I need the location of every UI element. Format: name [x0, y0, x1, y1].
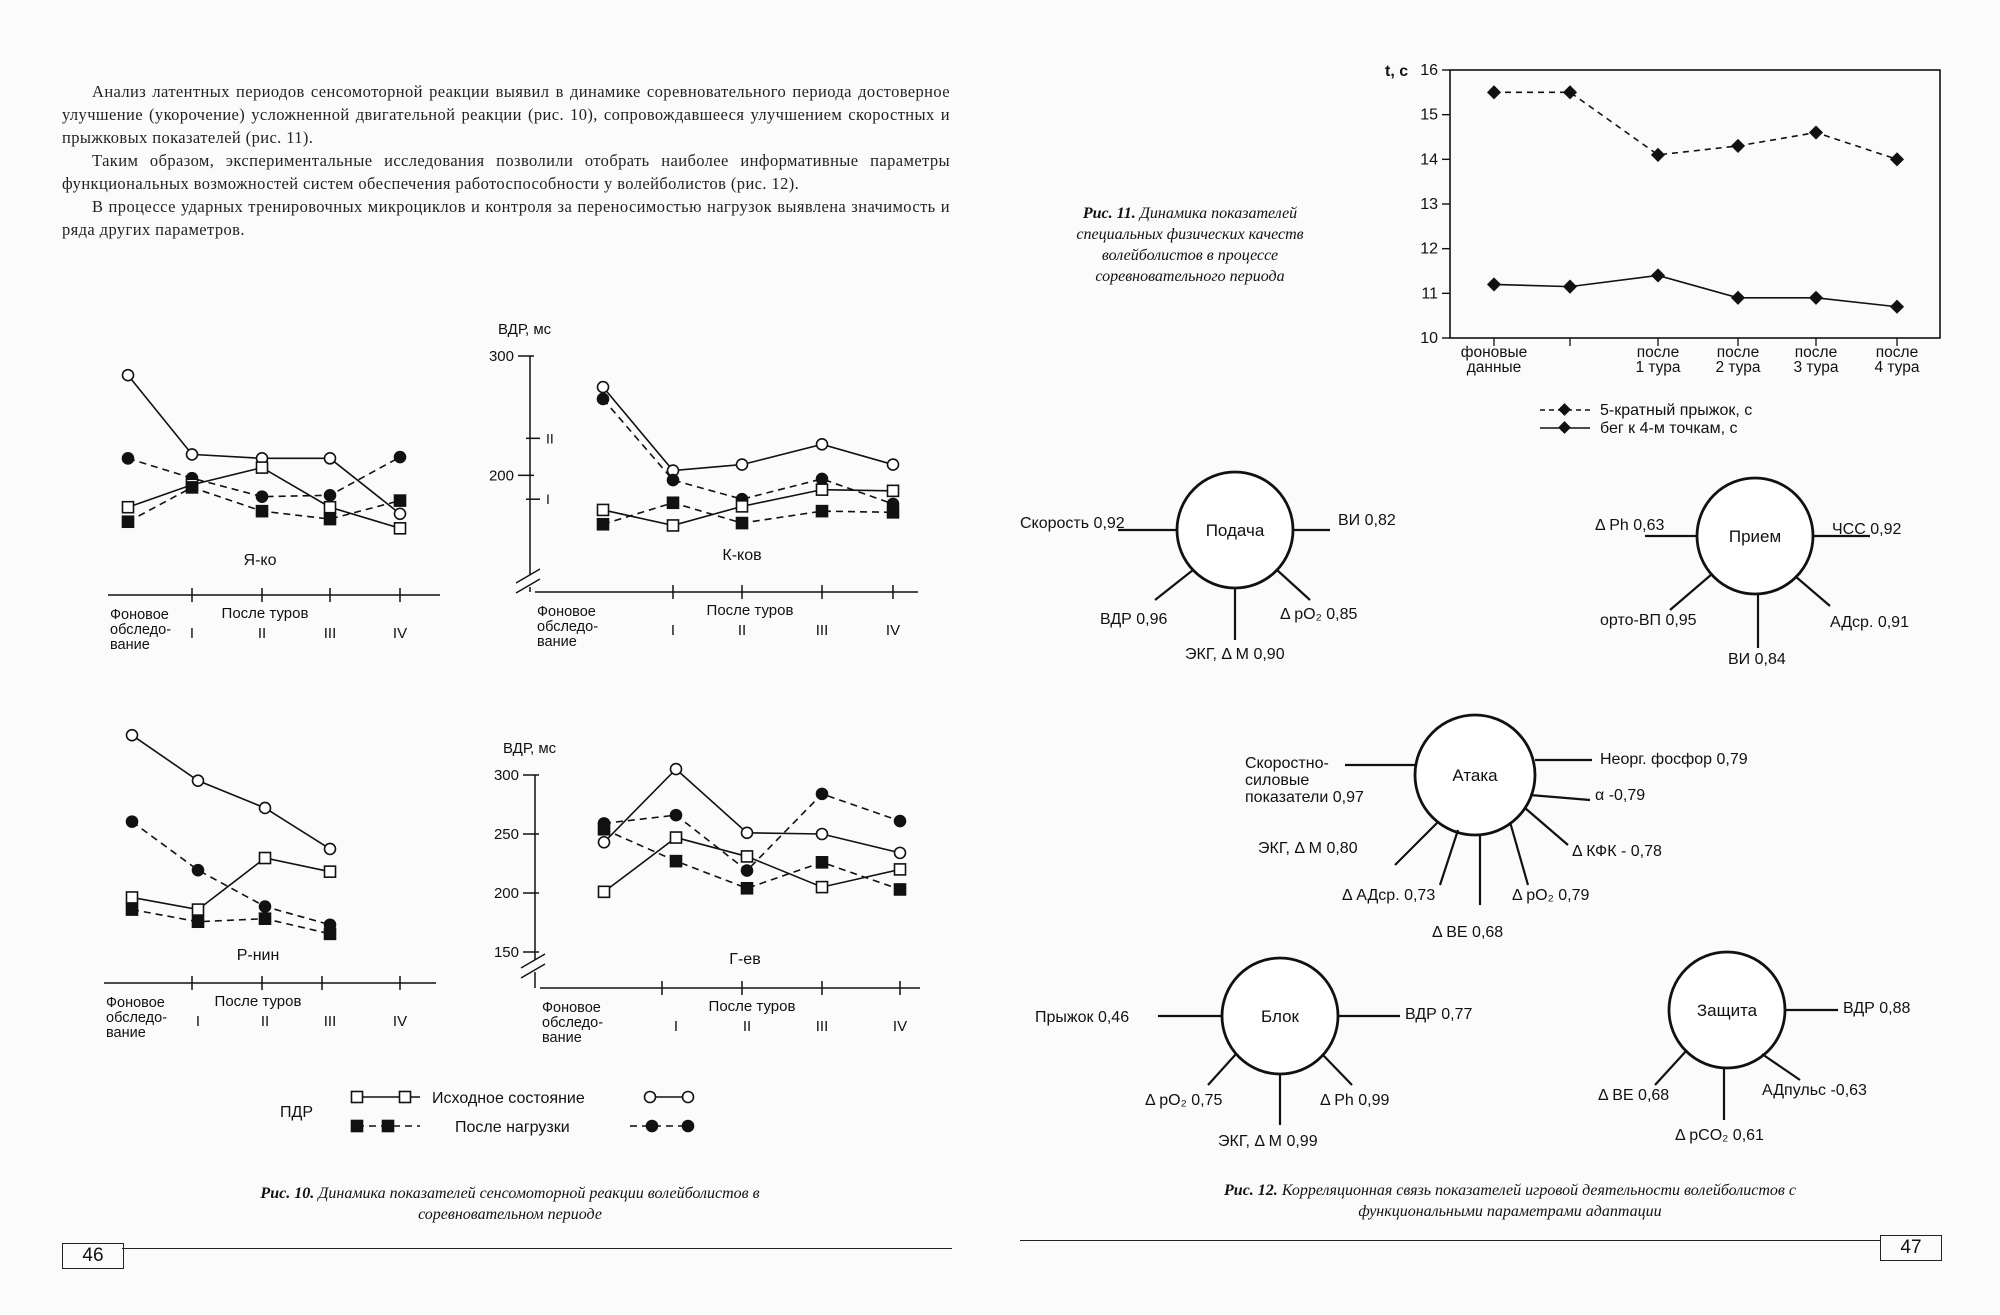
- spoke: [1510, 822, 1528, 885]
- page-number-left: 46: [62, 1243, 124, 1269]
- spoke: [1322, 1054, 1352, 1085]
- y-tick-label: 300: [493, 767, 519, 784]
- panel-gev: [494, 740, 920, 1046]
- data-point: [599, 824, 610, 835]
- hub-ataka-name: Атака: [1452, 766, 1498, 785]
- data-point: [817, 882, 828, 893]
- series-line-0: [603, 387, 893, 471]
- label: ЭКГ, Δ М 0,90: [1185, 646, 1285, 663]
- x-category-label: фоновые: [1460, 344, 1528, 361]
- spoke: [1208, 1054, 1236, 1085]
- y-tick-label: 14: [1420, 151, 1438, 169]
- series-line-2: [132, 858, 330, 910]
- data-point: [123, 502, 134, 513]
- data-point: [193, 916, 204, 927]
- x-category-label: II: [742, 1018, 752, 1035]
- y-axis-title: ВДР, мс: [503, 740, 557, 757]
- label: Δ BE 0,68: [1598, 1087, 1670, 1104]
- legend-marker: [683, 1092, 694, 1103]
- label: ВДР 0,77: [1405, 1006, 1473, 1023]
- label: Δ pO₂ 0,75: [1145, 1092, 1223, 1109]
- legend-marker: [645, 1092, 656, 1103]
- x-category-label: 1 тура: [1635, 359, 1681, 376]
- x-first-label: обследо-: [542, 1015, 604, 1031]
- secondary-tick-label: II: [546, 430, 554, 447]
- label: ЭКГ, Δ М 0,99: [1218, 1133, 1318, 1150]
- data-point: [395, 452, 406, 463]
- panel-title: К-ков: [722, 547, 762, 564]
- series-line-1: [132, 822, 330, 925]
- data-point: [895, 884, 906, 895]
- paragraph-2: Таким образом, экспериментальные исследования позволили отобрать наиболее информативные параметры функциональных возможностей систем обеспечения работоспособности у волейболистов (рис. 12).: [62, 151, 950, 193]
- figure-11-caption-number: Рис. 11.: [1082, 205, 1136, 222]
- data-point: [668, 475, 679, 486]
- data-point: [395, 495, 406, 506]
- label: Δ АДср. 0,73: [1342, 887, 1436, 904]
- x-category-label: 4 тура: [1874, 359, 1920, 376]
- data-point: [742, 851, 753, 862]
- spoke: [1525, 808, 1568, 845]
- x-category-label: I: [670, 622, 676, 639]
- data-point: [325, 490, 336, 501]
- x-category-label: IV: [392, 1013, 408, 1030]
- data-point: [257, 491, 268, 502]
- figure-12: [1000, 0, 2000, 1315]
- figure-12-caption-number: Рис. 12.: [1224, 1182, 1278, 1199]
- label: ВИ 0,82: [1338, 512, 1396, 529]
- figure-10-caption: [200, 1183, 820, 1225]
- data-point: [187, 482, 198, 493]
- data-point: [325, 843, 336, 854]
- panel-kkov: [489, 321, 918, 650]
- data-point: [260, 913, 271, 924]
- panel-yako: [108, 370, 440, 653]
- label: α -0,79: [1595, 787, 1646, 804]
- y-tick-label: 200: [488, 467, 514, 485]
- data-point: [260, 853, 271, 864]
- label: силовые: [1245, 772, 1310, 789]
- hub-priem-name: Прием: [1728, 527, 1782, 546]
- hub-zashchita-name: Защита: [1696, 1001, 1758, 1020]
- x-after-label: После туров: [214, 993, 302, 1010]
- legend-prefix: ПДР: [280, 1104, 314, 1121]
- data-point: [325, 928, 336, 939]
- spoke: [1795, 576, 1830, 606]
- label: показатели 0,97: [1245, 789, 1364, 806]
- data-point: [123, 516, 134, 527]
- label: ВИ 0,84: [1728, 651, 1786, 668]
- label: Скорость 0,92: [1020, 515, 1125, 532]
- data-point: [888, 507, 899, 518]
- label: АДпульс -0,63: [1762, 1082, 1867, 1099]
- data-point: [671, 832, 682, 843]
- x-first-label: Фоновое: [537, 604, 596, 620]
- data-point: [325, 502, 336, 513]
- x-category-label: IV: [392, 625, 408, 642]
- data-point: [888, 459, 899, 470]
- data-point: [737, 518, 748, 529]
- label: Скоростно-: [1245, 755, 1329, 772]
- data-point: [817, 439, 828, 450]
- y-tick-label: 300: [488, 348, 514, 365]
- data-point: [668, 520, 679, 531]
- spoke: [1762, 1054, 1800, 1080]
- data-point: [671, 764, 682, 775]
- legend-marker: [683, 1121, 694, 1132]
- x-category-label: III: [323, 625, 337, 642]
- data-point: [598, 519, 609, 530]
- panel-title: Г-ев: [729, 951, 761, 968]
- data-point: [817, 473, 828, 484]
- x-category-label: 2 тура: [1715, 359, 1761, 376]
- label: Δ КФК - 0,78: [1572, 843, 1662, 860]
- x-first-label: вание: [537, 634, 577, 650]
- x-category-label: после: [1636, 344, 1680, 361]
- legend-marker: [400, 1092, 411, 1103]
- right-page: [1000, 0, 2000, 1315]
- paragraph-1: Анализ латентных периодов сенсомоторной реакции выявил в динамике соревновательного периода достоверное улучшение (укорочение) усложненной двигательной реакции (рис. 10), сопровождавшееся улучшением скоростных и прыжковых показателей (рис. 11).: [62, 82, 950, 147]
- x-category-label: данные: [1466, 359, 1522, 376]
- figure-12-caption-text: Корреляционная связь показателей игровой деятельности волейболистов с функциональными параметрами адаптации: [1281, 1182, 1796, 1220]
- x-category-label: II: [737, 622, 747, 639]
- x-category-label: IV: [885, 622, 901, 639]
- data-point: [817, 484, 828, 495]
- y-tick-label: 13: [1420, 196, 1438, 213]
- x-category-label: 3 тура: [1793, 359, 1839, 376]
- data-point: [737, 501, 748, 512]
- x-category-label: IV: [892, 1018, 908, 1035]
- spoke: [1155, 570, 1193, 600]
- series-line-0: [132, 735, 330, 849]
- panel-rnin: [104, 730, 436, 1041]
- hub-blok-name: Блок: [1261, 1007, 1299, 1026]
- data-point: [599, 886, 610, 897]
- y-tick-label: 200: [493, 885, 519, 902]
- data-point: [671, 810, 682, 821]
- spoke: [1440, 830, 1458, 885]
- data-point: [895, 816, 906, 827]
- x-first-label: Фоновое: [110, 607, 169, 623]
- y-tick-label: 15: [1420, 106, 1438, 124]
- data-point: [123, 453, 134, 464]
- figure-11-caption-text: Динамика показателей специальных физических качеств волейболистов в процессе соревновательного периода: [1076, 205, 1304, 285]
- label: ЭКГ, Δ М 0,80: [1258, 840, 1358, 857]
- x-category-label: II: [257, 625, 267, 642]
- y-axis-title: t, с: [1385, 63, 1409, 80]
- legend-marker: [383, 1121, 394, 1132]
- spoke: [1670, 574, 1712, 610]
- data-point: [187, 449, 198, 460]
- y-tick-label: 250: [493, 826, 519, 843]
- label: ВДР 0,88: [1843, 1000, 1911, 1017]
- figure-10-caption-text: Динамика показателей сенсомоторной реакции волейболистов в соревновательном периоде: [318, 1185, 760, 1223]
- label: Прыжок 0,46: [1035, 1009, 1130, 1026]
- data-point: [260, 802, 271, 813]
- x-first-label: Фоновое: [106, 995, 165, 1011]
- x-category-label: после: [1875, 344, 1919, 361]
- footer-rule-left: [122, 1248, 952, 1249]
- x-category-label: III: [815, 1018, 829, 1035]
- panel-title: Я-ко: [243, 552, 277, 569]
- legend-initial-label: Исходное состояние: [432, 1090, 585, 1107]
- legend-load-label: После нагрузки: [455, 1119, 570, 1136]
- data-point: [395, 508, 406, 519]
- spoke: [1395, 822, 1438, 865]
- data-point: [742, 865, 753, 876]
- data-point: [671, 856, 682, 867]
- data-point: [817, 857, 828, 868]
- series-line-0: [604, 769, 900, 853]
- data-point: [325, 514, 336, 525]
- x-category-label: III: [815, 622, 829, 639]
- x-after-label: После туров: [221, 605, 309, 622]
- y-axis-title: ВДР, мс: [498, 321, 552, 338]
- spoke: [1530, 795, 1590, 800]
- data-point: [193, 865, 204, 876]
- secondary-tick-label: I: [546, 491, 550, 508]
- x-first-label: вание: [106, 1025, 146, 1041]
- data-point: [598, 382, 609, 393]
- y-tick-label: 16: [1420, 62, 1438, 79]
- x-category-label: I: [189, 625, 195, 642]
- label: Δ pO₂ 0,79: [1512, 887, 1590, 904]
- label: Δ Ph 0,63: [1595, 517, 1665, 534]
- x-first-label: обследо-: [110, 622, 172, 638]
- x-category-label: после: [1716, 344, 1760, 361]
- x-first-label: Фоновое: [542, 1000, 601, 1016]
- data-point: [598, 504, 609, 515]
- page-number-right: 47: [1880, 1235, 1942, 1261]
- label: ЧСС 0,92: [1832, 521, 1902, 538]
- panel-title: Р-нин: [236, 947, 280, 964]
- label: Δ BE 0,68: [1432, 924, 1504, 941]
- data-point: [260, 901, 271, 912]
- data-point: [193, 775, 204, 786]
- x-category-label: I: [195, 1013, 201, 1030]
- legend-marker: [352, 1121, 363, 1132]
- data-point: [599, 837, 610, 848]
- series-line-3: [132, 910, 330, 934]
- data-point: [127, 730, 138, 741]
- figure-12-caption: [1180, 1180, 1840, 1222]
- x-category-label: после: [1794, 344, 1838, 361]
- footer-rule-right: [1020, 1240, 1880, 1241]
- data-point: [888, 485, 899, 496]
- x-first-label: вание: [110, 637, 150, 653]
- data-point: [193, 904, 204, 915]
- data-point: [742, 827, 753, 838]
- y-tick-label: 12: [1420, 240, 1438, 258]
- legend-marker: [352, 1092, 363, 1103]
- x-after-label: После туров: [706, 602, 794, 619]
- legend-label: 5-кратный прыжок, с: [1600, 402, 1753, 419]
- figure-10-caption-number: Рис. 10.: [260, 1185, 315, 1202]
- x-category-label: II: [260, 1013, 270, 1030]
- data-point: [123, 370, 134, 381]
- data-point: [895, 847, 906, 858]
- data-point: [737, 459, 748, 470]
- data-point: [895, 864, 906, 875]
- x-first-label: обследо-: [537, 619, 599, 635]
- data-point: [668, 497, 679, 508]
- y-tick-label: 11: [1421, 285, 1438, 303]
- legend-marker: [647, 1121, 658, 1132]
- x-category-label: III: [323, 1013, 337, 1030]
- label: орто-ВП 0,95: [1600, 612, 1697, 629]
- y-tick-label: 150: [493, 944, 519, 961]
- x-category-label: I: [673, 1018, 679, 1035]
- label: ВДР 0,96: [1100, 611, 1168, 628]
- label: Δ pO₂ 0,85: [1280, 606, 1358, 623]
- data-point: [257, 506, 268, 517]
- hub-podacha-name: Подача: [1205, 521, 1265, 540]
- data-point: [742, 883, 753, 894]
- x-after-label: После туров: [708, 998, 796, 1015]
- spoke: [1277, 570, 1310, 600]
- data-point: [817, 829, 828, 840]
- data-point: [127, 892, 138, 903]
- label: АДср. 0,91: [1830, 614, 1909, 631]
- data-point: [598, 393, 609, 404]
- label: Неорг. фосфор 0,79: [1600, 751, 1748, 768]
- x-first-label: обследо-: [106, 1010, 168, 1026]
- spoke: [1655, 1050, 1687, 1085]
- figure-10-legend: [280, 1090, 694, 1136]
- legend-label: бег к 4-м точкам, с: [1600, 420, 1738, 437]
- label: Δ Ph 0,99: [1320, 1092, 1390, 1109]
- data-point: [817, 506, 828, 517]
- data-point: [395, 523, 406, 534]
- data-point: [127, 816, 138, 827]
- data-point: [257, 462, 268, 473]
- data-point: [127, 904, 138, 915]
- data-point: [325, 453, 336, 464]
- label: Δ pCO₂ 0,61: [1675, 1127, 1764, 1144]
- paragraph-3: В процессе ударных тренировочных микроциклов и контроля за переносимостью нагрузок выявлена значимость и ряда других параметров.: [62, 197, 950, 239]
- data-point: [817, 788, 828, 799]
- data-point: [325, 866, 336, 877]
- x-first-label: вание: [542, 1030, 582, 1046]
- y-tick-label: 10: [1420, 330, 1438, 347]
